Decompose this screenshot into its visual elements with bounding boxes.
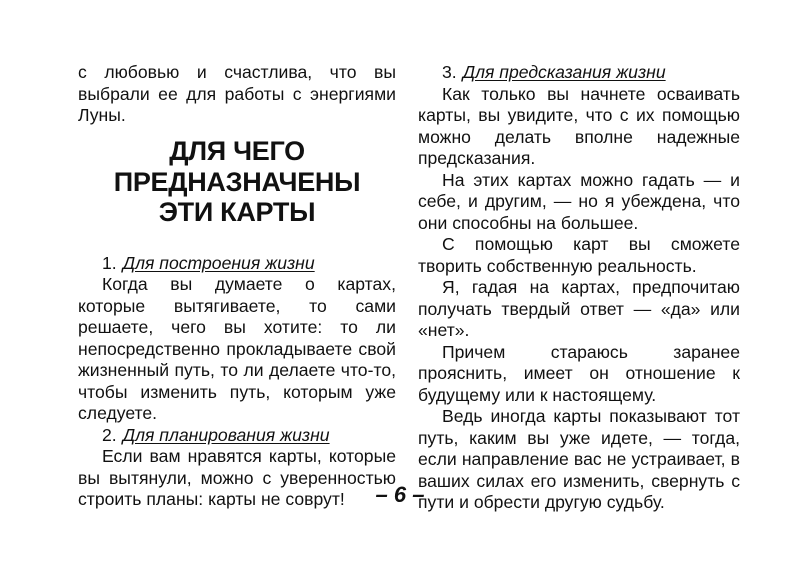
continuation-text: с любовью и счастлива, что вы выбрали ее для работы с энергиями Луны.: [78, 62, 396, 125]
section-heading: [78, 136, 396, 228]
heading-line: ЭТИ КАРТЫ: [158, 197, 316, 227]
item-title: Для планирования жизни: [122, 424, 330, 445]
paragraph: Я, гадая на картах, предпочитаю получать твердый ответ — «да» или «нет».: [418, 277, 740, 340]
subheading: [78, 253, 396, 275]
paragraph: Когда вы думаете о картах, которые вытягиваете, то сами решаете, чего вы хотите: то ли непосредственно прокладываете свой жизненный путь, то ли делаете что-то, чтобы изменить путь, которым уже следуете.: [78, 274, 396, 423]
paragraph: Причем стараюсь заранее прояснить, имеет он отношение к будущему или к настоящему.: [418, 341, 740, 405]
left-column: [78, 62, 396, 511]
right-column: [418, 62, 740, 514]
subheading: [418, 62, 740, 84]
item-title: Для предсказания жизни: [462, 62, 666, 82]
heading-line: ПРЕДНАЗНАЧЕНЫ: [113, 166, 361, 197]
heading-line: ДЛЯ ЧЕГО: [169, 136, 305, 166]
item-title: Для построения жизни: [122, 252, 315, 273]
paragraph: На этих картах можно гадать — и себе, и другим, — но я убеждена, что они способны на большее.: [418, 169, 740, 233]
paragraph: Если вам нравятся карты, которые вы вытянули, можно с уверенностью строить планы: карты не соврут!: [78, 446, 396, 509]
paragraph: Ведь иногда карты показывают тот путь, каким вы уже идете, — тогда, если направление вас не устраивает, в ваших силах его изменить, свернуть с пути и обрести другую судьбу.: [418, 406, 740, 512]
item-number: 3.: [442, 62, 457, 82]
paragraph: С помощью карт вы сможете творить собственную реальность.: [418, 234, 740, 276]
paragraph: Как только вы начнете осваивать карты, вы увидите, что с их помощью можно делать вполне надежные предсказания.: [418, 83, 740, 168]
subheading: [78, 425, 396, 447]
item-number: 2.: [102, 424, 117, 445]
page-number: – 6 –: [375, 482, 425, 507]
item-number: 1.: [102, 252, 117, 273]
